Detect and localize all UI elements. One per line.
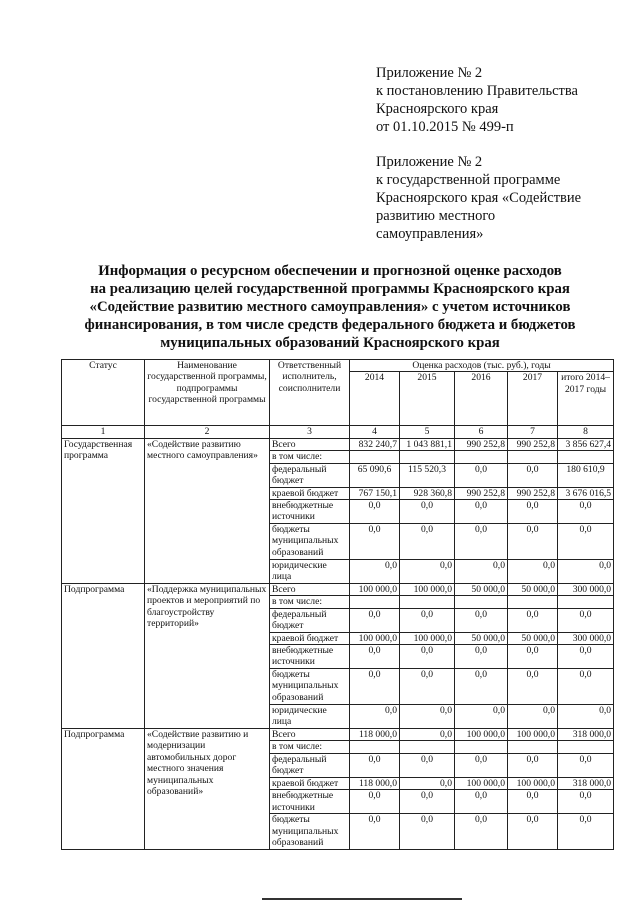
- value-cell: 50 000,0: [455, 632, 508, 644]
- value-cell: 0,0: [455, 560, 508, 584]
- value-cell: 0,0: [455, 705, 508, 729]
- value-cell: 928 360,8: [400, 487, 455, 499]
- value-cell: 118 000,0: [350, 728, 400, 740]
- financing-table: [61, 359, 614, 850]
- value-cell: [558, 451, 614, 463]
- header-year: 2016: [455, 372, 508, 426]
- source-label-cell: Всего: [270, 728, 350, 740]
- value-cell: 0,0: [400, 524, 455, 560]
- value-cell: 0,0: [508, 814, 558, 850]
- value-cell: 100 000,0: [350, 583, 400, 595]
- source-label-cell: в том числе:: [270, 451, 350, 463]
- value-cell: 0,0: [350, 500, 400, 524]
- value-cell: 50 000,0: [455, 583, 508, 595]
- source-label-cell: бюджеты муниципальных образований: [270, 814, 350, 850]
- column-number: 7: [508, 426, 558, 438]
- source-label-cell: в том числе:: [270, 741, 350, 753]
- document-title: [60, 262, 600, 352]
- appendix-line: Красноярского края «Содействие: [376, 190, 582, 206]
- appendix-line: от 01.10.2015 № 499-п: [376, 119, 514, 135]
- value-cell: 100 000,0: [350, 632, 400, 644]
- value-cell: [558, 741, 614, 753]
- value-cell: 118 000,0: [350, 777, 400, 789]
- program-name-cell: «Содействие развитию и модернизации автомобильных дорог местного значения муниципальных образований»: [145, 728, 270, 849]
- source-label-cell: краевой бюджет: [270, 632, 350, 644]
- source-label-cell: юридические лица: [270, 560, 350, 584]
- column-number: 4: [350, 426, 400, 438]
- value-cell: [455, 596, 508, 608]
- value-cell: 115 520,3: [400, 463, 455, 487]
- source-label-cell: краевой бюджет: [270, 487, 350, 499]
- appendix-line: к постановлению Правительства: [376, 83, 578, 99]
- value-cell: [455, 741, 508, 753]
- value-cell: 0,0: [455, 669, 508, 705]
- source-label-cell: внебюджетные источники: [270, 500, 350, 524]
- source-label-cell: в том числе:: [270, 596, 350, 608]
- value-cell: 0,0: [350, 753, 400, 777]
- value-cell: 0,0: [350, 524, 400, 560]
- value-cell: 0,0: [350, 560, 400, 584]
- appendix-header-program: [376, 153, 581, 243]
- value-cell: 0,0: [350, 705, 400, 729]
- value-cell: [400, 741, 455, 753]
- value-cell: 0,0: [558, 560, 614, 584]
- value-cell: 1 043 881,1: [400, 438, 455, 450]
- source-label-cell: бюджеты муниципальных образований: [270, 524, 350, 560]
- status-cell: Подпрограмма: [62, 583, 145, 728]
- value-cell: 0,0: [400, 777, 455, 789]
- value-cell: 0,0: [400, 705, 455, 729]
- appendix-line: к государственной программе: [376, 172, 561, 188]
- value-cell: [455, 451, 508, 463]
- value-cell: [508, 451, 558, 463]
- value-cell: 0,0: [455, 524, 508, 560]
- column-number: 8: [558, 426, 614, 438]
- value-cell: 990 252,8: [508, 438, 558, 450]
- value-cell: 0,0: [558, 753, 614, 777]
- appendix-line: Красноярского края: [376, 101, 499, 117]
- value-cell: 318 000,0: [558, 777, 614, 789]
- value-cell: 0,0: [558, 705, 614, 729]
- value-cell: 0,0: [350, 645, 400, 669]
- value-cell: 0,0: [508, 705, 558, 729]
- title-line: Информация о ресурсном обеспечении и прогнозной оценке расходов: [98, 263, 562, 279]
- value-cell: 0,0: [455, 645, 508, 669]
- value-cell: 0,0: [455, 463, 508, 487]
- value-cell: 0,0: [455, 500, 508, 524]
- value-cell: 50 000,0: [508, 583, 558, 595]
- column-number: 6: [455, 426, 508, 438]
- source-label-cell: Всего: [270, 438, 350, 450]
- value-cell: 0,0: [508, 560, 558, 584]
- source-label-cell: бюджеты муниципальных образований: [270, 669, 350, 705]
- value-cell: [400, 596, 455, 608]
- value-cell: 50 000,0: [508, 632, 558, 644]
- value-cell: 0,0: [558, 814, 614, 850]
- table-row: [62, 583, 614, 595]
- value-cell: 0,0: [350, 814, 400, 850]
- value-cell: 300 000,0: [558, 632, 614, 644]
- header-status: Статус: [62, 360, 145, 426]
- title-line: на реализацию целей государственной программы Красноярского края: [90, 281, 570, 297]
- column-number: 3: [270, 426, 350, 438]
- value-cell: 0,0: [558, 790, 614, 814]
- value-cell: [508, 741, 558, 753]
- value-cell: 65 090,6: [350, 463, 400, 487]
- title-line: муниципальных образований Красноярского края: [160, 335, 500, 351]
- value-cell: 0,0: [508, 463, 558, 487]
- value-cell: 180 610,9: [558, 463, 614, 487]
- value-cell: 990 252,8: [455, 487, 508, 499]
- value-cell: 0,0: [558, 669, 614, 705]
- value-cell: 0,0: [455, 814, 508, 850]
- value-cell: 832 240,7: [350, 438, 400, 450]
- value-cell: 0,0: [400, 500, 455, 524]
- column-number: 5: [400, 426, 455, 438]
- value-cell: 0,0: [508, 524, 558, 560]
- value-cell: 0,0: [350, 608, 400, 632]
- value-cell: 318 000,0: [558, 728, 614, 740]
- value-cell: 0,0: [508, 669, 558, 705]
- appendix-line: развитию местного: [376, 208, 496, 224]
- value-cell: 100 000,0: [455, 777, 508, 789]
- value-cell: 0,0: [400, 560, 455, 584]
- value-cell: 0,0: [350, 790, 400, 814]
- header-total: итого 2014–2017 годы: [558, 372, 614, 426]
- value-cell: 100 000,0: [400, 583, 455, 595]
- value-cell: 0,0: [400, 645, 455, 669]
- appendix-header-resolution: [376, 64, 578, 136]
- header-executor: Ответственный исполнитель, соисполнители: [270, 360, 350, 426]
- title-line: «Содействие развитию местного самоуправления» с учетом источников: [89, 299, 571, 315]
- value-cell: 0,0: [400, 753, 455, 777]
- appendix-line: самоуправления»: [376, 226, 484, 242]
- value-cell: 300 000,0: [558, 583, 614, 595]
- header-year: 2017: [508, 372, 558, 426]
- header-name: Наименование государственной программы, подпрограммы государственной программы: [145, 360, 270, 426]
- value-cell: 0,0: [400, 608, 455, 632]
- source-label-cell: краевой бюджет: [270, 777, 350, 789]
- value-cell: 0,0: [455, 753, 508, 777]
- source-label-cell: федеральный бюджет: [270, 753, 350, 777]
- header-year: 2014: [350, 372, 400, 426]
- value-cell: 0,0: [508, 645, 558, 669]
- value-cell: 0,0: [558, 645, 614, 669]
- program-name-cell: «Содействие развитию местного самоуправления»: [145, 438, 270, 583]
- value-cell: 100 000,0: [400, 632, 455, 644]
- value-cell: 3 856 627,4: [558, 438, 614, 450]
- table-row: [62, 728, 614, 740]
- value-cell: 0,0: [558, 500, 614, 524]
- status-cell: Государственная программа: [62, 438, 145, 583]
- value-cell: 0,0: [350, 669, 400, 705]
- program-name-cell: «Поддержка муниципальных проектов и мероприятий по благоустройству территорий»: [145, 583, 270, 728]
- header-year: 2015: [400, 372, 455, 426]
- column-number: 2: [145, 426, 270, 438]
- value-cell: [350, 596, 400, 608]
- value-cell: 0,0: [400, 814, 455, 850]
- value-cell: [400, 451, 455, 463]
- value-cell: 990 252,8: [508, 487, 558, 499]
- value-cell: 0,0: [558, 524, 614, 560]
- title-line: финансирования, в том числе средств федерального бюджета и бюджетов: [84, 317, 576, 333]
- column-number: 1: [62, 426, 145, 438]
- value-cell: [350, 741, 400, 753]
- source-label-cell: федеральный бюджет: [270, 608, 350, 632]
- value-cell: 0,0: [508, 790, 558, 814]
- value-cell: 0,0: [558, 608, 614, 632]
- value-cell: 100 000,0: [455, 728, 508, 740]
- value-cell: 0,0: [508, 753, 558, 777]
- value-cell: 767 150,1: [350, 487, 400, 499]
- value-cell: 0,0: [508, 500, 558, 524]
- appendix-line: Приложение № 2: [376, 65, 483, 81]
- header-estimate: Оценка расходов (тыс. руб.), годы: [350, 360, 614, 372]
- page-edge-line: [262, 898, 462, 900]
- value-cell: 3 676 016,5: [558, 487, 614, 499]
- value-cell: 990 252,8: [455, 438, 508, 450]
- source-label-cell: Всего: [270, 583, 350, 595]
- value-cell: 0,0: [455, 790, 508, 814]
- source-label-cell: юридические лица: [270, 705, 350, 729]
- value-cell: 0,0: [400, 728, 455, 740]
- value-cell: 0,0: [508, 608, 558, 632]
- source-label-cell: внебюджетные источники: [270, 645, 350, 669]
- value-cell: 0,0: [400, 790, 455, 814]
- value-cell: [508, 596, 558, 608]
- value-cell: 0,0: [400, 669, 455, 705]
- source-label-cell: внебюджетные источники: [270, 790, 350, 814]
- source-label-cell: федеральный бюджет: [270, 463, 350, 487]
- value-cell: [558, 596, 614, 608]
- appendix-line: Приложение № 2: [376, 154, 483, 170]
- value-cell: [350, 451, 400, 463]
- value-cell: 100 000,0: [508, 777, 558, 789]
- value-cell: 0,0: [455, 608, 508, 632]
- table-row: [62, 438, 614, 450]
- status-cell: Подпрограмма: [62, 728, 145, 849]
- value-cell: 100 000,0: [508, 728, 558, 740]
